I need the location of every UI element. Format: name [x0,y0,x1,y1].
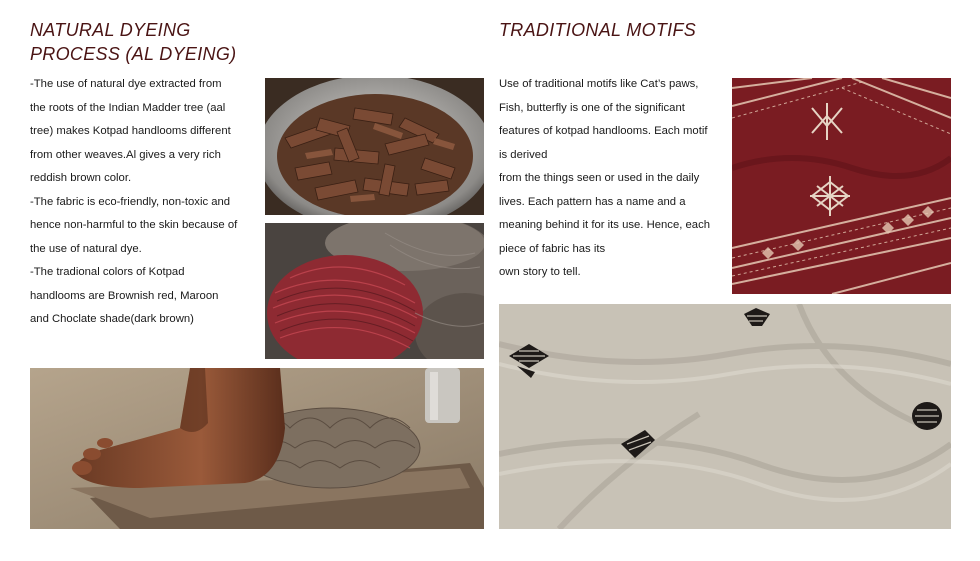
text-line: Fish, butterfly is one of the significant [499,101,685,114]
text-line: Use of traditional motifs like Cat’s paws, [499,78,699,90]
text-line: lives. Each pattern has a name and a [499,195,686,208]
text-line: reddish brown color. [30,172,132,184]
text-line: -The fabric is eco-friendly, non-toxic and [30,195,231,208]
heading-line-1: NATURAL DYEING [30,20,191,40]
natural-dyeing-text [30,73,237,332]
text-line: from other weaves.Al gives a very rich [30,148,221,161]
maroon-motif-fabric-photo [732,78,951,294]
text-line: the roots of the Indian Madder tree (aal [30,101,226,114]
heading-line: TRADITIONAL MOTIFS [499,20,697,40]
text-line: from the things seen or used in the daily [499,172,700,184]
text-line: features of kotpad handlooms. Each motif [499,125,708,137]
foot-treading-yarn-photo [30,368,484,529]
text-line: tree) makes Kotpad handlooms different [30,125,231,137]
dyed-yarn-skeins-photo [265,223,484,359]
text-line: handlooms are Brownish red, Maroon [30,289,219,302]
text-line: and Choclate shade(dark brown) [30,313,194,325]
heading-line-2: PROCESS (AL DYEING) [30,44,237,64]
text-line: -The tradional colors of Kotpad [30,266,185,278]
traditional-motifs-text [499,73,710,285]
text-line: is derived [499,148,548,161]
madder-root-bowl-photo [265,78,484,215]
text-line: own story to tell. [499,266,581,278]
text-line: meaning behind it for its use. Hence, each [499,219,711,231]
text-line: hence non-harmful to the skin because of [30,219,238,231]
text-line: the use of natural dye. [30,242,142,255]
grey-motif-fabric-photo [499,304,951,529]
natural-dyeing-heading [30,18,236,66]
text-line: piece of fabric has its [499,242,606,255]
text-line: -The use of natural dye extracted from [30,78,222,90]
traditional-motifs-heading [499,18,696,42]
